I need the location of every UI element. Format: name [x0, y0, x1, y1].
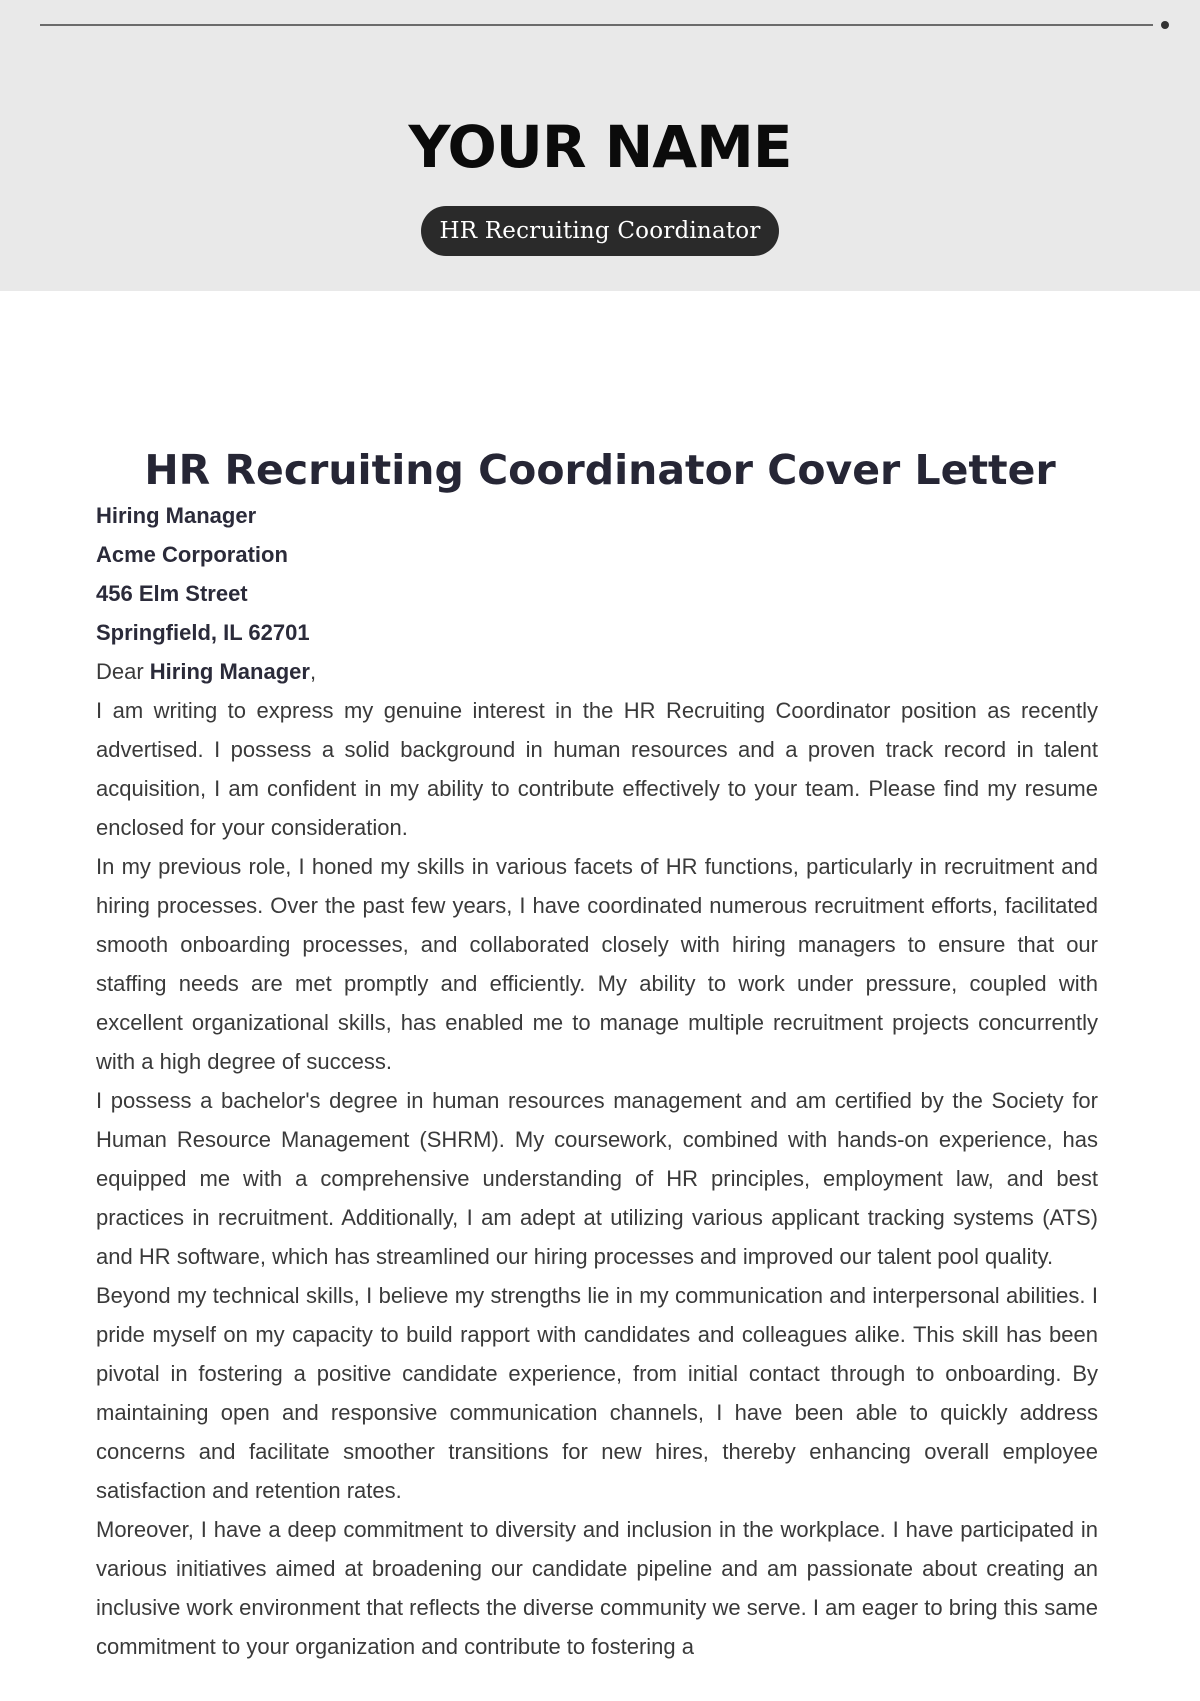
header-dot: [1161, 21, 1169, 29]
salutation-prefix: Dear: [96, 659, 150, 684]
salutation: [96, 652, 1098, 691]
body-paragraph: In my previous role, I honed my skills in various facets of HR functions, particularly in recruitment and hiring processes. Over the past few years, I have coordinated numerous recruitment efforts, facilitated smooth onboarding processes, and collaborated closely with hiring managers to ensure that our staffing needs are met promptly and efficiently. My ability to work under pressure, coupled with excellent organizational skills, has enabled me to manage multiple recruitment projects concurrently with a high degree of success.: [96, 854, 1098, 1074]
applicant-name: YOUR NAME: [408, 113, 792, 181]
recipient-company: Acme Corporation: [96, 542, 288, 567]
body-paragraph: I possess a bachelor's degree in human resources management and am certified by the Society for Human Resource Management (SHRM). My coursework, combined with hands-on experience, has equipped me with a comprehensive understanding of HR principles, employment law, and best practices in recruitment. Additionally, I am adept at utilizing various applicant tracking systems (ATS) and HR software, which has streamlined our hiring processes and improved our talent pool quality.: [96, 1088, 1098, 1269]
body-paragraph: Beyond my technical skills, I believe my strengths lie in my communication and interpersonal abilities. I pride myself on my capacity to build rapport with candidates and colleagues alike. This skill has been pivotal in fostering a positive candidate experience, from initial contact through to onboarding. By maintaining open and responsive communication channels, I have been able to quickly address concerns and facilitate smoother transitions for new hires, thereby enhancing overall employee satisfaction and retention rates.: [96, 1283, 1098, 1503]
body-paragraph: Moreover, I have a deep commitment to diversity and inclusion in the workplace. I have participated in various initiatives aimed at broadening our candidate pipeline and am passionate about creating an inclusive work environment that reflects the diverse community we serve. I am eager to bring this same commitment to your organization and contribute to fostering a: [96, 1517, 1098, 1659]
letter-title: HR Recruiting Coordinator Cover Letter: [144, 446, 1056, 494]
salutation-suffix: ,: [309, 659, 317, 684]
header-divider: [40, 24, 1153, 26]
recipient-name: Hiring Manager: [96, 503, 257, 528]
recipient-city: Springfield, IL 62701: [96, 620, 310, 645]
job-title-row: [0, 206, 1200, 256]
job-title-badge: HR Recruiting Coordinator: [421, 206, 778, 256]
header-band: [0, 0, 1200, 291]
salutation-name: Hiring Manager: [149, 659, 310, 684]
body-paragraph: I am writing to express my genuine interest in the HR Recruiting Coordinator position as recently advertised. I possess a solid background in human resources and a proven track record in talent acquisition, I am confident in my ability to contribute effectively to your team. Please find my resume enclosed for your consideration.: [96, 698, 1098, 840]
letter-body: [96, 496, 1098, 1666]
recipient-street: 456 Elm Street: [96, 581, 248, 606]
